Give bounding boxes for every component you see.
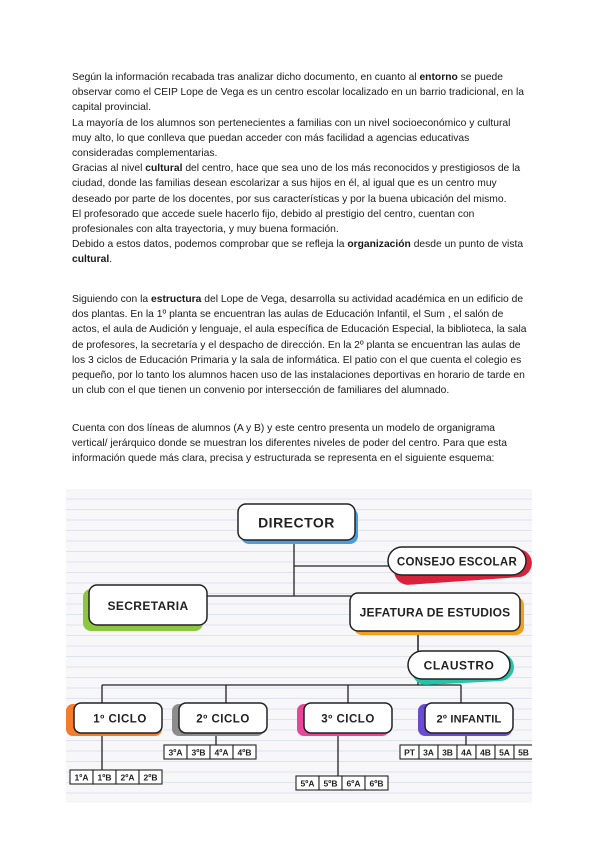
infantil-group-7 [514,745,532,759]
infantil-group-4 [457,745,476,759]
text: del Lope de Vega, desarrolla su actividad académica en un edificio de dos plantas. En la 1º planta se encuentran las aulas de Educación Infantil, el Sum , el salón de actos, el aula de Audición y lenguaje, el aula específica de Educación Especial, la biblioteca, la sala de profesores, la secretaría y el despacho de dirección. En la 2º planta se encuentran las aulas de los 3 ciclos de Educación Primaria y la sala de informática. El patio con el que cuenta el colegio es pequeño, por lo tanto los alumnos hacen uso de las instalaciones deportivas en horario de tarde en un club con el que tienen un convenio por intersección de familiares del alumnado. [72,294,527,397]
paragraph-entorno [72,70,532,116]
bold-term: estructura [151,294,202,305]
paragraph-organigrama: Cuenta con dos líneas de alumnos (A y B) y este centro presenta un modelo de organigrama vertical/ jerárquico donde se muestran los diferentes niveles de poder del centro. Para que esta información quede más clara, precisa y estructurada se representa en el siguiente esquema: [72,423,508,465]
ciclo2-group-3 [210,745,233,759]
infantil-group-6 [495,745,514,759]
director-box [238,504,358,544]
text: desde un punto de vista [410,239,524,251]
org-chart-diagram [66,489,532,803]
ciclo1-group-4 [139,770,162,784]
paragraph-organizacion [72,237,532,267]
paragraph-alumnos: La mayoría de los alumnos son pertenecientes a familias con un nivel socioeconómico y cultural muy alto, lo que conlleva que puedan acceder con más facilidad a agencias educativas consideradas complementarias. [72,117,511,160]
ciclo1-group-label: 2ºB [143,772,158,783]
jefatura-label: JEFATURA DE ESTUDIOS [359,605,511,620]
section-organigrama [72,421,532,467]
ciclo1-group-3 [116,770,139,784]
infantil-group-5 [476,745,495,759]
ciclo3-group-label: 6ºA [346,778,361,789]
infantil-group-label: 4A [461,747,472,758]
infantil-group-label: 3B [442,747,453,758]
ciclo3-label: 3º CICLO [321,713,375,726]
ciclo3-group-2 [319,776,342,790]
bold-term: organización [347,239,411,251]
ciclo3-group-1 [296,776,319,790]
bold-term: cultural [145,163,183,175]
text: Gracias al nivel [72,163,146,175]
ciclo2-box [172,703,267,736]
paragraph-cultural [72,161,532,207]
secretaria-label: SECRETARIA [107,599,189,613]
infantil-group-3 [438,745,457,759]
text: se puede observar como el CEIP Lope de Vega es un centro escolar localizado en un barrio tradicional, en la capital provincial. [72,72,525,114]
ciclo3-group-3 [342,776,365,790]
ciclo1-group-label: 1ºB [97,772,112,783]
ciclo1-group-2 [93,770,116,784]
text: Según la información recabada tras analizar dicho documento, en cuanto al [72,72,420,83]
ciclo3-group-label: 5ºA [300,778,315,789]
ciclo1-label: 1º CICLO [93,713,147,726]
ciclo2-group-4 [233,745,256,759]
ciclo2-group-label: 3ºA [168,747,183,758]
ciclo2-group-2 [187,745,210,759]
ciclo2-group-label: 3ºB [191,747,206,758]
ciclo2-label: 2º CICLO [196,713,250,726]
ciclo2-group-1 [164,745,187,759]
director-label: DIRECTOR [258,514,335,531]
ciclo1-group-label: 1ºA [74,772,89,783]
infantil-box [418,703,513,736]
bold-term: entorno [419,72,458,83]
claustro-label: CLAUSTRO [423,658,495,673]
paragraph-estructura [72,292,532,398]
ciclo3-group-4 [365,776,388,790]
ciclo3-group-label: 5ºB [323,778,338,789]
ciclo2-group-label: 4ºA [214,747,229,758]
infantil-group-label: 5B [518,747,529,758]
ciclo2-group-label: 4ºB [237,747,252,758]
section-entorno [72,70,532,268]
secretaria-box [83,585,207,631]
text: . [109,254,113,266]
ciclo3-box [297,703,392,736]
text: Siguiendo con la [72,294,152,305]
ciclo1-group-1 [70,770,93,784]
infantil-group-2 [419,745,438,759]
infantil-label: 2º INFANTIL [436,713,502,726]
jefatura-box [350,593,524,635]
ciclo3-group-label: 6ºB [369,778,384,789]
infantil-group-1 [400,745,419,759]
ciclo1-group-label: 2ºA [120,772,135,783]
bold-term: cultural [72,254,110,266]
consejo-label: CONSEJO ESCOLAR [396,556,518,569]
text: Debido a estos datos, podemos comprobar que se refleja la [72,239,348,251]
text: del centro, hace que sea uno de los más reconocidos y prestigiosos de la ciudad, donde las familias desean escolarizar a sus hijos en él, al igual que es un centro muy deseado por parte de los docentes, por sus características y por la buena ubicación del mismo. [72,163,521,205]
infantil-group-label: 5A [499,747,510,758]
infantil-group-label: PT [404,747,415,758]
infantil-group-label: 3A [423,747,434,758]
infantil-group-label: 4B [480,747,491,758]
ciclo1-box [66,703,162,736]
section-estructura [72,292,532,398]
claustro-box [408,651,515,686]
paragraph-profesorado: El profesorado que accede suele hacerlo fijo, debido al prestigio del centro, cuentan con profesionales con alta trayectoria, y muy buena formación. [72,208,475,236]
